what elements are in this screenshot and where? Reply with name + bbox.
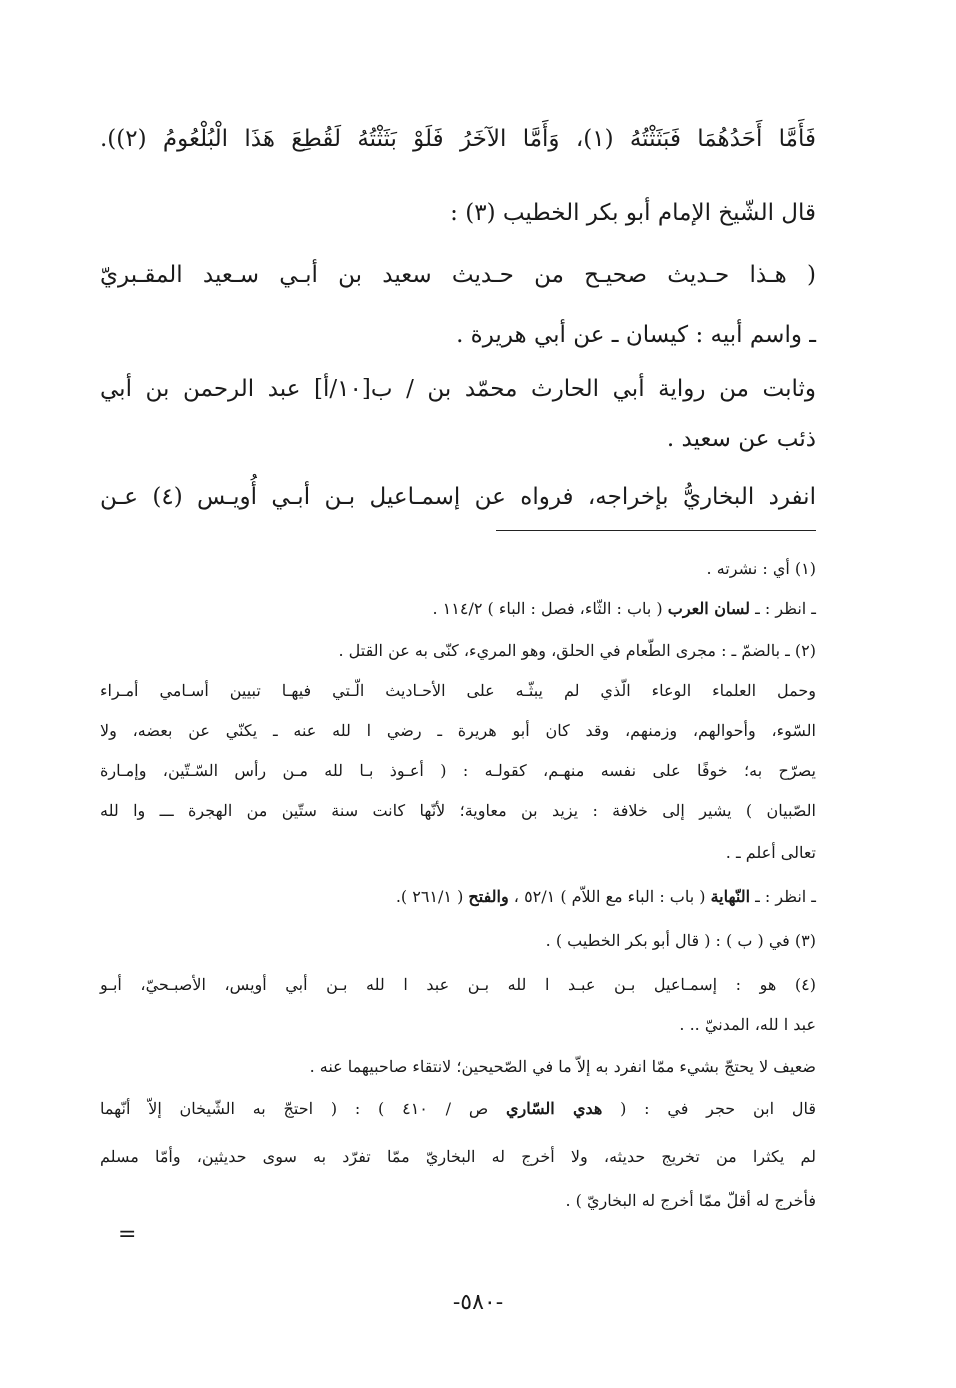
main-text-line-7: انفرد البخاريُّ بإخراجه، فرواه عن إسمـاعيل بـن أبـي أُويـس (٤) عـن xyxy=(100,484,816,510)
footnote-2-line-c: السّوء، وأحوالهم، وزمنهم، وقد كان أبو هريرة ـ رضي ا لله عنه ـ يكنّي عن بعضه، ولا xyxy=(100,721,816,740)
footnote-2-line-f: تعالى أعلم ـ . xyxy=(725,843,816,862)
main-text-line-2: قال الشّيخ الإمام أبو بكر الخطيب (٣) : xyxy=(450,200,816,226)
continuation-mark: = xyxy=(118,1222,137,1247)
footnote-4-suffix: ص / ٤١٠ ) : ( احتجّ به الشّيخان إلاّ أنّهما xyxy=(100,1099,506,1118)
footnote-divider xyxy=(496,530,816,531)
footnote-4-line-b: عبد ا لله، المدنيّ .. . xyxy=(679,1015,816,1034)
footnote-1-line-b xyxy=(100,596,816,622)
main-text-line-1: فَأَمَّا أَحَدُهُمَا فَبَثَثْتُهُ (١)، وَأَمَّا الآخَرُ فَلَوْ بَثَثْتُهُ لَقُطِعَ هَذَا الْبُلْعُومُ (٢)). xyxy=(100,126,816,152)
footnote-1-suffix: ( باب : الثّاء، فصل : الباء ) ١١٤/٢ . xyxy=(432,599,668,618)
footnote-1-prefix: ـ انظر : ـ xyxy=(750,599,816,618)
footnote-4-line-d xyxy=(100,1096,816,1122)
footnote-4-line-c: ضعيف لا يحتجّ بشيء ممّا انفرد به إلاّ ما في الصّحيحين؛ لانتقاء صاحبيهما عنه . xyxy=(309,1057,816,1076)
footnote-4-line-f: فأخرج له أقلّ ممّا أخرج له البخاريّ ) . xyxy=(565,1191,816,1210)
footnote-4-line-a: (٤) هو : إسمـاعيل بـن عبـد ا لله بـن عبد ا لله بـن أبي أويس، الأصبـحيّ، أبـو xyxy=(100,975,816,994)
footnote-2-line-a: (٢) ـ بالضمّ ـ : مجرى الطّعام في الحلق، وهو المريء، كنّى به عن القتل . xyxy=(338,641,816,660)
page-number: -٥٨٠- xyxy=(452,1290,504,1315)
footnote-3: (٣) في ( ب ) : ( قال أبو بكر الخطيب ) . xyxy=(545,931,816,950)
footnote-2-line-b: وحمل العلماء الوعاء الّذي لم يبثّـه على الأحـاديث الّـتي فيهـا تبيين أسـامي أمـراء xyxy=(100,681,816,700)
footnote-1-source-title: لسان العرب xyxy=(667,599,751,618)
footnote-1-line-a: (١) أي : نشرته . xyxy=(706,559,816,578)
footnote-2-line-g xyxy=(100,884,816,910)
main-text-line-5: وثابت من رواية أبي الحارث محمّد بن / ب[١٠/أ] عبد الرحمن بن أبي xyxy=(100,376,817,402)
footnote-4-source-title: هدي السّاري xyxy=(506,1099,603,1118)
main-text-line-4: ـ واسم أبيه : كيسان ـ عن أبي هريرة . xyxy=(456,322,816,348)
footnote-2-suffix: ( ٢٦١/١ ). xyxy=(395,887,469,906)
footnote-2-line-e: الصّبيان ) يشير إلى خلافة : يزيد بن معاوية؛ لأنّها كانت سنة ستّين من الهجرة ـــ وا لله xyxy=(100,801,816,820)
footnote-2-mid: ( باب : الباء مع اللاّم ) ٥٢/١ ، xyxy=(508,887,711,906)
footnote-4-prefix: قال ابن حجر في : ( xyxy=(602,1099,817,1118)
footnote-2-line-d: يصرّح به؛ خوفًا على نفسه منهـم، كقولـه : ( أعـوذ بـا لله مـن رأس السّـتّين، وإمـارة xyxy=(100,761,817,780)
footnote-2-source-title-2: والفتح xyxy=(468,887,509,906)
footnote-4-line-e: لم يكثرا من تخريج حديثه، ولا أخرج له البخاريّ ممّا تفرّد به سوى حديثين، وأمّا مسلم xyxy=(100,1147,817,1166)
main-text-line-3: ( هـذا حـديث صحيـح من حـديث سعيد بن أبـي سـعيد المقـبريّ xyxy=(100,262,816,288)
main-text-line-6: ذئب عن سعيد . xyxy=(666,426,816,452)
footnote-2-source-title-1: النّهاية xyxy=(710,887,751,906)
footnote-2-prefix: ـ انظر : ـ xyxy=(750,887,816,906)
